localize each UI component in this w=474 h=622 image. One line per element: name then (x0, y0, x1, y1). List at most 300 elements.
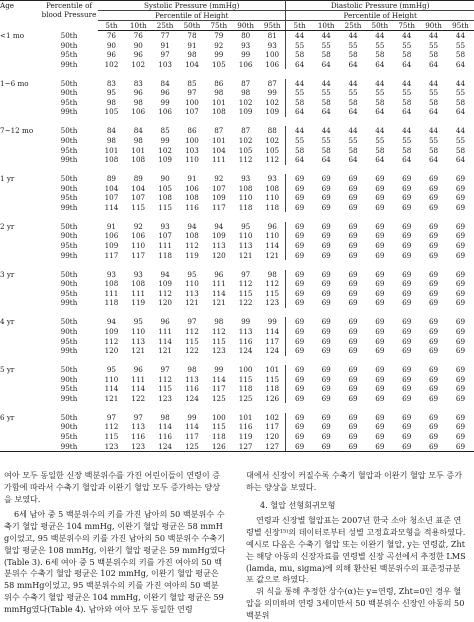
systolic-value-cell: 109 (259, 107, 286, 117)
diastolic-value-cell: 69 (455, 374, 466, 384)
table-row (0, 442, 474, 452)
systolic-value-cell: 110 (185, 279, 199, 289)
diastolic-value-cell: 69 (455, 241, 466, 251)
systolic-value-cell: 98 (214, 88, 224, 98)
diastolic-value-cell: 69 (295, 183, 305, 193)
diastolic-value-cell: 69 (348, 288, 358, 298)
diastolic-value-cell: 69 (402, 346, 412, 356)
diastolic-value-cell: 69 (375, 174, 385, 184)
diastolic-value-cell: 69 (348, 431, 358, 441)
diastolic-value-cell: 44 (428, 126, 439, 136)
diastolic-value-cell: 58 (402, 50, 412, 60)
bp-percentile-cell: 90th (60, 326, 78, 336)
diastolic-value-cell: 55 (348, 88, 358, 98)
systolic-value-cell: 102 (131, 59, 146, 69)
systolic-value-cell: 114 (158, 422, 172, 432)
table-row (0, 31, 474, 41)
diastolic-value-cell: 58 (321, 145, 331, 155)
table-row (0, 146, 474, 156)
diastolic-value-cell: 44 (375, 78, 385, 88)
table-row (0, 222, 474, 232)
systolic-value-cell: 124 (152, 442, 179, 452)
diastolic-value-cell: 69 (321, 183, 331, 193)
systolic-value-cell: 98 (106, 97, 116, 107)
systolic-value-cell: 116 (158, 431, 172, 441)
systolic-value-cell: 93 (259, 174, 286, 184)
group-spacer (0, 403, 474, 413)
systolic-value-cell: 101 (104, 145, 119, 155)
systolic-value-cell: 102 (238, 97, 253, 107)
systolic-value-cell: 97 (160, 365, 170, 375)
bp-percentile-cell: 90th (60, 136, 78, 146)
bp-percentile-cell: 99th (60, 59, 78, 69)
diastolic-value-cell: 69 (348, 365, 358, 375)
diastolic-value-cell: 58 (402, 145, 412, 155)
systolic-value-cell: 124 (259, 346, 286, 356)
diastolic-value-cell: 69 (348, 231, 358, 241)
diastolic-value-cell: 55 (375, 40, 385, 50)
systolic-value-cell: 99 (214, 50, 224, 60)
diastolic-value-cell: 69 (428, 384, 439, 394)
systolic-value-cell: 104 (185, 59, 199, 69)
systolic-value-cell: 101 (211, 136, 226, 146)
systolic-value-cell: 103 (158, 59, 172, 69)
diastolic-value-cell: 69 (428, 326, 439, 336)
diastolic-value-cell: 44 (428, 31, 439, 40)
systolic-value-cell: 114 (131, 384, 146, 394)
diastolic-height-col-header: 5th (286, 21, 313, 31)
diastolic-value-cell: 69 (295, 250, 305, 260)
systolic-value-cell: 116 (238, 422, 253, 432)
systolic-value-cell: 126 (259, 394, 286, 404)
diastolic-value-cell: 58 (348, 145, 358, 155)
bp-percentile-cell: 99th (60, 393, 78, 403)
diastolic-value-cell: 69 (402, 384, 412, 394)
systolic-value-cell: 85 (187, 78, 197, 88)
diastolic-value-cell: 69 (455, 298, 466, 308)
diastolic-value-cell: 69 (428, 422, 439, 432)
systolic-value-cell: 92 (214, 174, 224, 184)
systolic-value-cell: 113 (238, 241, 253, 251)
diastolic-value-cell: 69 (348, 202, 358, 212)
diastolic-value-cell: 55 (402, 40, 412, 50)
systolic-value-cell: 109 (158, 279, 172, 289)
systolic-value-cell: 108 (158, 193, 172, 203)
diastolic-height-col-header: 50th (366, 21, 393, 31)
diastolic-value-cell: 69 (348, 269, 358, 279)
systolic-value-cell: 100 (211, 412, 226, 422)
age-cell (0, 279, 40, 289)
bp-percentile-cell: 50th (60, 126, 78, 136)
bp-percentile-cell: 95th (60, 384, 78, 394)
diastolic-value-cell: 55 (348, 136, 358, 146)
systolic-value-cell: 117 (259, 337, 286, 347)
diastolic-value-cell: 69 (428, 346, 439, 356)
systolic-value-cell: 111 (158, 241, 172, 251)
systolic-value-cell: 98 (106, 136, 116, 146)
systolic-value-cell: 98 (214, 317, 224, 327)
diastolic-value-cell: 69 (295, 279, 305, 289)
diastolic-value-cell: 64 (375, 59, 385, 69)
systolic-value-cell: 114 (211, 374, 226, 384)
systolic-value-cell: 92 (214, 40, 224, 50)
systolic-height-col-header: 50th (179, 21, 206, 31)
diastolic-value-cell: 55 (321, 88, 331, 98)
systolic-value-cell: 108 (211, 107, 226, 117)
systolic-value-cell: 120 (211, 250, 226, 260)
bp-percentile-cell: 50th (60, 412, 78, 422)
diastolic-value-cell: 69 (455, 221, 466, 231)
diastolic-value-cell: 69 (295, 174, 305, 184)
diastolic-value-cell: 69 (348, 241, 358, 251)
diastolic-value-cell: 64 (348, 59, 358, 69)
diastolic-value-cell: 64 (455, 155, 466, 165)
systolic-value-cell: 125 (211, 393, 226, 403)
diastolic-value-cell: 58 (428, 97, 439, 107)
systolic-value-cell: 94 (106, 317, 116, 327)
diastolic-value-cell: 69 (295, 412, 305, 422)
systolic-value-cell: 86 (214, 78, 224, 88)
systolic-value-cell: 106 (185, 183, 199, 193)
diastolic-value-cell: 44 (348, 31, 358, 40)
diastolic-value-cell: 69 (295, 393, 305, 403)
diastolic-value-cell: 69 (455, 412, 466, 422)
diastolic-height-percentile-header: Percentile of Height (286, 11, 474, 21)
diastolic-value-cell: 55 (321, 40, 331, 50)
diastolic-value-cell: 64 (455, 107, 466, 117)
systolic-value-cell: 93 (160, 221, 170, 231)
diastolic-value-cell: 58 (375, 50, 385, 60)
systolic-value-cell: 107 (104, 193, 119, 203)
diastolic-value-cell: 69 (402, 183, 412, 193)
diastolic-value-cell: 69 (348, 183, 358, 193)
systolic-value-cell: 118 (238, 384, 253, 394)
diastolic-value-cell: 69 (428, 202, 439, 212)
systolic-value-cell: 121 (158, 346, 172, 356)
diastolic-value-cell: 69 (455, 365, 466, 375)
section-heading: 4. 혈압 선형회귀모형 (260, 499, 336, 510)
bp-percentile-cell: 99th (40, 442, 98, 452)
diastolic-value-cell: 69 (295, 202, 305, 212)
systolic-value-cell: 111 (104, 288, 119, 298)
systolic-value-cell: 106 (131, 107, 146, 117)
systolic-value-cell: 84 (106, 126, 116, 136)
systolic-value-cell: 84 (133, 126, 143, 136)
diastolic-value-cell: 69 (321, 336, 331, 346)
diastolic-value-cell: 55 (455, 88, 466, 98)
systolic-value-cell: 104 (211, 145, 226, 155)
diastolic-value-cell: 69 (455, 231, 466, 241)
age-cell (0, 146, 40, 156)
systolic-value-cell: 118 (238, 202, 253, 212)
diastolic-value-cell: 69 (455, 269, 466, 279)
systolic-value-cell: 110 (131, 326, 146, 336)
diastolic-value-cell: 69 (348, 221, 358, 231)
systolic-value-cell: 98 (160, 412, 170, 422)
systolic-value-cell: 100 (185, 97, 199, 107)
table-row (0, 394, 474, 404)
systolic-value-cell: 108 (104, 279, 119, 289)
table-row (0, 79, 474, 89)
diastolic-value-cell: 58 (321, 50, 331, 60)
diastolic-value-cell: 69 (348, 393, 358, 403)
diastolic-value-cell: 69 (321, 384, 331, 394)
systolic-value-cell: 109 (158, 155, 172, 165)
diastolic-value-cell: 69 (375, 412, 385, 422)
diastolic-value-cell: 58 (295, 50, 305, 60)
age-cell (0, 184, 40, 194)
age-cell: 2 yr (0, 221, 15, 231)
diastolic-value-cell: 44 (321, 31, 331, 40)
systolic-value-cell: 109 (104, 326, 119, 336)
diastolic-value-cell: 64 (348, 107, 358, 117)
age-cell: 5 yr (0, 365, 15, 375)
age-cell (0, 41, 40, 51)
systolic-value-cell: 115 (131, 202, 146, 212)
diastolic-value-cell: 64 (321, 155, 331, 165)
age-cell (0, 155, 40, 165)
systolic-value-cell: 108 (185, 193, 199, 203)
systolic-value-cell: 102 (259, 98, 286, 108)
systolic-value-cell: 112 (211, 326, 226, 336)
diastolic-value-cell: 44 (455, 31, 466, 40)
systolic-value-cell: 123 (259, 298, 286, 308)
systolic-value-cell: 116 (185, 384, 199, 394)
diastolic-value-cell: 69 (455, 193, 466, 203)
systolic-value-cell: 121 (185, 298, 199, 308)
systolic-value-cell: 106 (238, 59, 253, 69)
systolic-value-cell: 110 (131, 241, 146, 251)
age-cell: 1 yr (0, 174, 15, 184)
diastolic-value-cell: 55 (428, 40, 439, 50)
left-paragraph-2: 6세 남아 중 5 백분위수의 키를 가진 남아의 50 백분위수 수축기 혈압 평균은 104 mmHg, 이완기 혈압 평균은 58 mmHg이었고, 95 백분위수의 키를 가진 남아의 50 백분위수 수축기 혈압 평균은 108 mmHg, 이완기 혈압 평균은 59 mmHg였다(Table 3). 6세 여아 중 5 백분위수의 키를 가진 여아의 50 백분위수 수축기 혈압 평균은 102 mmHg, 이완기 혈압 평균은 58 mmHg이었고, 95 백분위수의 키를 가진 여아의 50 백분위수 수축기 혈압 평균은 104 mmHg, 이완기 혈압 평균은 59 mmHg였다(Table 4). 남아와 여아 모두 동일한 연령 (4, 509, 226, 614)
systolic-value-cell: 98 (187, 365, 197, 375)
group-spacer (0, 69, 474, 79)
left-paragraph-1: 여아 모두 동일한 신장 백분위수를 가진 어린이들이 연령이 증가함에 따라서 수축기 혈압과 이완기 혈압 모두 증가하는 양상을 보였다. (4, 470, 221, 504)
diastolic-value-cell: 44 (295, 126, 305, 136)
systolic-value-cell: 112 (104, 336, 119, 346)
systolic-value-cell: 114 (104, 384, 119, 394)
right-paragraph-3: 위 식을 통해 추정한 상수(α)는 y=연령, Zht=0인 경우 혈압을 의미하며 연령 3세미만서 50 백분위수 신장인 아동의 50 백분위 (246, 586, 465, 620)
diastolic-value-cell: 69 (375, 346, 385, 356)
diastolic-value-cell: 69 (375, 365, 385, 375)
diastolic-value-cell: 69 (295, 431, 305, 441)
bp-percentile-cell: 99th (60, 202, 78, 212)
systolic-height-col-header: 5th (98, 21, 125, 31)
systolic-height-col-header: 75th (205, 21, 232, 31)
diastolic-value-cell: 64 (295, 107, 305, 117)
systolic-value-cell: 87 (259, 79, 286, 89)
systolic-value-cell: 107 (185, 107, 199, 117)
table-row (0, 279, 474, 289)
table-row (0, 231, 474, 241)
diastolic-value-cell: 69 (420, 442, 447, 452)
systolic-value-cell: 108 (238, 183, 253, 193)
diastolic-value-cell: 69 (375, 193, 385, 203)
bp-percentile-cell: 99th (60, 107, 78, 117)
systolic-value-cell: 127 (259, 442, 286, 452)
systolic-value-cell: 119 (238, 431, 253, 441)
systolic-value-cell: 109 (104, 241, 119, 251)
diastolic-value-cell: 69 (295, 231, 305, 241)
diastolic-value-cell: 55 (402, 88, 412, 98)
diastolic-value-cell: 58 (375, 145, 385, 155)
table-row (0, 365, 474, 375)
systolic-value-cell: 113 (238, 326, 253, 336)
diastolic-value-cell: 69 (428, 183, 439, 193)
systolic-value-cell: 96 (133, 88, 143, 98)
age-cell (0, 241, 40, 251)
systolic-value-cell: 91 (187, 174, 197, 184)
systolic-value-cell: 91 (106, 221, 116, 231)
table-row (0, 193, 474, 203)
group-spacer (0, 212, 474, 222)
table-row (0, 184, 474, 194)
table-row (0, 98, 474, 108)
table-row (0, 270, 474, 280)
systolic-value-cell: 100 (238, 365, 253, 375)
diastolic-value-cell: 44 (295, 31, 305, 40)
diastolic-value-cell: 64 (348, 155, 358, 165)
diastolic-value-cell: 44 (321, 78, 331, 88)
diastolic-value-cell: 69 (348, 384, 358, 394)
systolic-value-cell: 104 (131, 183, 146, 193)
systolic-value-cell: 120 (158, 298, 172, 308)
diastolic-value-cell: 58 (455, 97, 466, 107)
systolic-value-cell: 113 (185, 288, 199, 298)
systolic-value-cell: 114 (259, 327, 286, 337)
systolic-value-cell: 118 (104, 298, 119, 308)
table-row (0, 126, 474, 136)
systolic-value-cell: 80 (241, 31, 251, 40)
systolic-value-cell: 111 (211, 279, 226, 289)
systolic-value-cell: 96 (106, 50, 116, 60)
systolic-value-cell: 115 (158, 384, 172, 394)
diastolic-value-cell: 69 (428, 250, 439, 260)
systolic-value-cell: 96 (259, 222, 286, 232)
diastolic-value-cell: 69 (348, 346, 358, 356)
diastolic-value-cell: 58 (348, 50, 358, 60)
systolic-value-cell: 123 (125, 442, 152, 452)
diastolic-value-cell: 69 (455, 346, 466, 356)
bp-percentile-cell: 95th (60, 241, 78, 251)
diastolic-value-cell: 69 (402, 269, 412, 279)
diastolic-height-col-header: 10th (313, 21, 340, 31)
bp-percentile-cell: 50th (60, 221, 78, 231)
age-cell: 7~12 mo (0, 126, 34, 136)
diastolic-value-cell: 69 (375, 202, 385, 212)
systolic-value-cell: 99 (187, 412, 197, 422)
systolic-value-cell: 96 (160, 88, 170, 98)
age-cell (0, 394, 40, 404)
systolic-value-cell: 108 (131, 279, 146, 289)
diastolic-value-cell: 64 (295, 155, 305, 165)
diastolic-value-cell: 69 (402, 393, 412, 403)
diastolic-value-cell: 55 (295, 40, 305, 50)
bp-percentile-cell: 50th (60, 365, 78, 375)
diastolic-value-cell: 69 (402, 326, 412, 336)
systolic-value-cell: 106 (131, 231, 146, 241)
systolic-value-cell: 99 (160, 136, 170, 146)
diastolic-value-cell: 69 (375, 317, 385, 327)
systolic-value-cell: 87 (241, 126, 251, 136)
age-cell (0, 60, 40, 70)
systolic-value-cell: 102 (158, 145, 172, 155)
diastolic-value-cell: 69 (321, 269, 331, 279)
systolic-value-cell: 112 (259, 155, 286, 165)
diastolic-value-cell: 69 (402, 317, 412, 327)
systolic-value-cell: 115 (259, 289, 286, 299)
systolic-value-cell: 110 (238, 231, 253, 241)
systolic-height-percentile-header: Percentile of Height (98, 11, 286, 21)
table-row (0, 107, 474, 117)
diastolic-value-cell: 69 (295, 346, 305, 356)
diastolic-height-col-header: 90th (420, 21, 447, 31)
diastolic-value-cell: 69 (428, 241, 439, 251)
systolic-value-cell: 103 (185, 145, 199, 155)
systolic-value-cell: 112 (158, 288, 172, 298)
diastolic-value-cell: 69 (455, 431, 466, 441)
systolic-value-cell: 112 (104, 422, 119, 432)
systolic-value-cell: 108 (259, 184, 286, 194)
bp-percentile-cell: 95th (60, 50, 78, 60)
diastolic-value-cell: 58 (295, 97, 305, 107)
systolic-value-cell: 112 (158, 374, 172, 384)
table-row (0, 317, 474, 327)
diastolic-value-cell: 69 (428, 412, 439, 422)
systolic-value-cell: 112 (185, 241, 199, 251)
diastolic-value-cell: 69 (321, 298, 331, 308)
systolic-value-cell: 111 (211, 155, 226, 165)
systolic-value-cell: 117 (104, 250, 119, 260)
table-row (0, 413, 474, 423)
age-cell (0, 193, 40, 203)
systolic-value-cell: 95 (241, 221, 251, 231)
diastolic-value-cell: 69 (402, 193, 412, 203)
diastolic-value-cell: 58 (428, 50, 439, 60)
systolic-value-cell: 95 (106, 88, 116, 98)
diastolic-value-cell: 69 (366, 442, 393, 452)
systolic-value-cell: 117 (211, 384, 226, 394)
systolic-value-cell: 112 (238, 279, 253, 289)
systolic-value-cell: 114 (158, 336, 172, 346)
bp-percentile-cell: 90th (60, 374, 78, 384)
diastolic-value-cell: 64 (428, 59, 439, 69)
systolic-value-cell: 102 (104, 59, 119, 69)
diastolic-value-cell: 69 (375, 241, 385, 251)
systolic-value-cell: 105 (104, 107, 119, 117)
diastolic-value-cell: 64 (428, 107, 439, 117)
diastolic-value-cell: 69 (455, 174, 466, 184)
systolic-value-cell: 111 (158, 326, 172, 336)
systolic-value-cell: 126 (205, 442, 232, 452)
diastolic-value-cell: 55 (295, 136, 305, 146)
systolic-value-cell: 96 (214, 269, 224, 279)
systolic-value-cell: 93 (259, 41, 286, 51)
table-body (0, 31, 474, 452)
systolic-value-cell: 117 (131, 250, 146, 260)
systolic-value-cell: 98 (187, 50, 197, 60)
systolic-value-cell: 108 (185, 231, 199, 241)
table-row (0, 203, 474, 213)
age-cell (0, 327, 40, 337)
systolic-value-cell: 118 (211, 431, 226, 441)
diastolic-value-cell: 69 (375, 384, 385, 394)
diastolic-value-cell: 69 (313, 442, 340, 452)
diastolic-value-cell: 69 (321, 412, 331, 422)
table-row (0, 375, 474, 385)
table-row (0, 136, 474, 146)
